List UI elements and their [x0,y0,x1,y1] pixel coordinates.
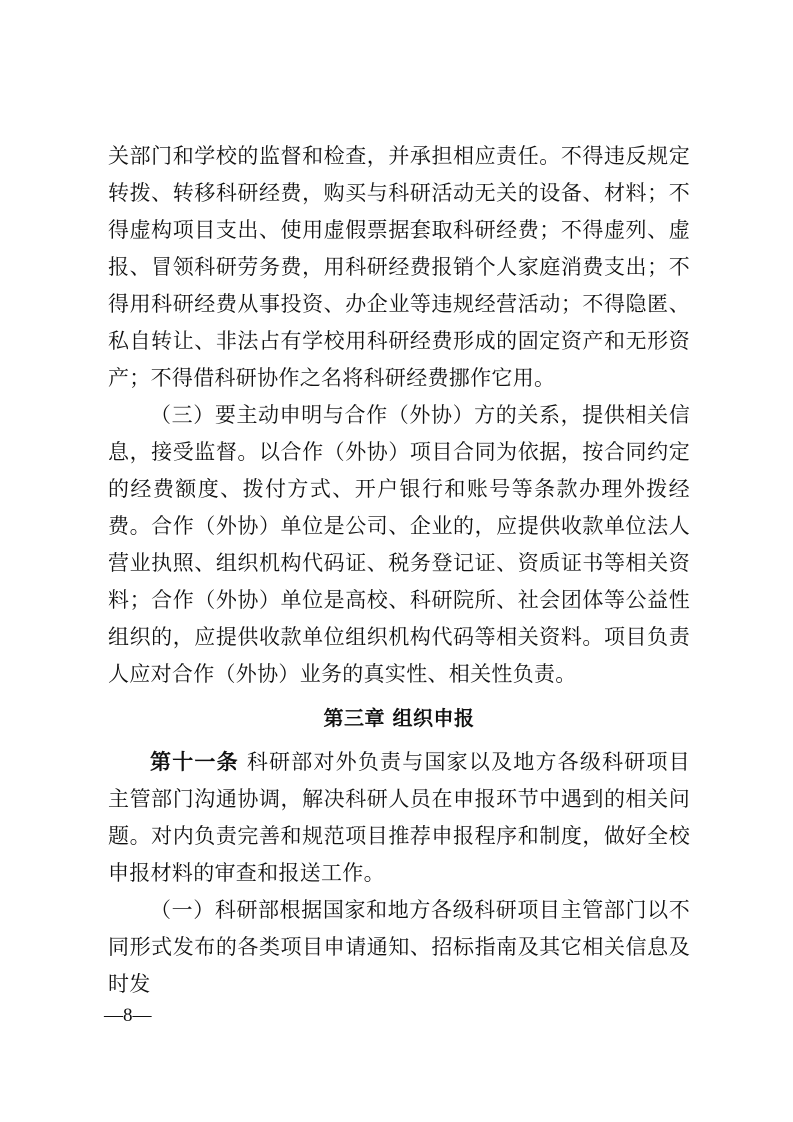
document-body [108,138,690,1003]
article-text: 科研部对外负责与国家以及地方各级科研项目主管部门沟通协调，解决科研人员在申报环节中遇到的相关问题。对内负责完善和规范项目推荐申报程序和制度，做好全校申报材料的审查和报送工作。 [108,750,691,885]
paragraph-continuation: 关部门和学校的监督和检查，并承担相应责任。不得违反规定转拨、转移科研经费，购买与科研活动无关的设备、材料；不得虚构项目支出、使用虚假票据套取科研经费；不得虚列、虚报、冒领科研劳务费，用科研经费报销个人家庭消费支出；不得用科研经费从事投资、办企业等违规经营活动；不得隐匿、私自转让、非法占有学校用科研经费形成的固定资产和无形资产；不得借科研协作之名将科研经费挪作它用。 [108,144,690,390]
paragraph-item-one: （一）科研部根据国家和地方各级科研项目主管部门以不同形式发布的各类项目申请通知、招标指南及其它相关信息及时发 [108,898,690,996]
paragraph-item-three: （三）要主动申明与合作（外协）方的关系，提供相关信息，接受监督。以合作（外协）项目合同为依据，按合同约定的经费额度、拨付方式、开户银行和账号等条款办理外拨经费。合作（外协）单位是公司、企业的，应提供收款单位法人营业执照、组织机构代码证、税务登记证、资质证书等相关资料；合作（外协）单位是高校、科研院所、社会团体等公益性组织的，应提供收款单位组织机构代码等相关资料。项目负责人应对合作（外协）业务的真实性、相关性负责。 [108,403,690,686]
chapter-heading: 第三章 组织申报 [323,706,475,730]
page-number: —8— [104,1005,152,1026]
article-eleven [108,744,690,892]
article-label: 第十一条 [150,750,239,774]
